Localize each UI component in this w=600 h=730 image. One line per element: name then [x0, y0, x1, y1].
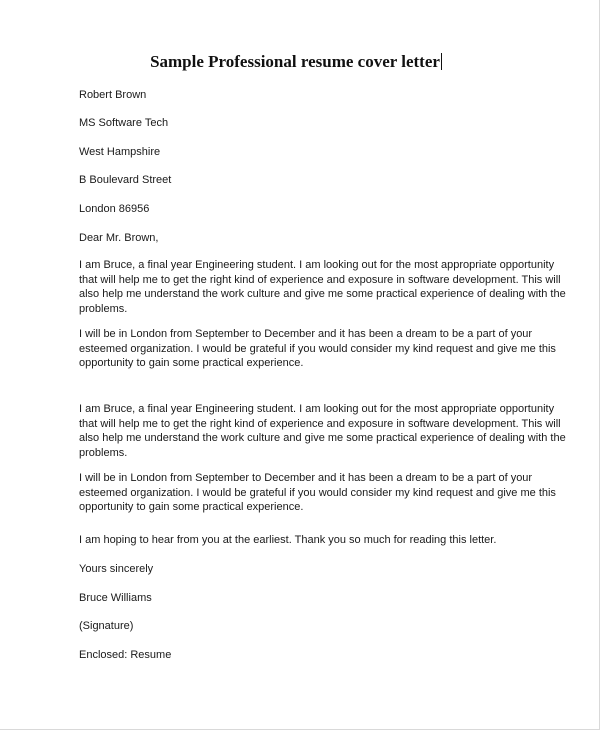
paragraph-line: esteemed organization. I would be grateful if you would consider my kind request and give me this	[79, 342, 556, 355]
paragraph-1	[79, 258, 566, 316]
paragraph-line: also help me understand the work culture and give me some practical experience of dealing with the	[79, 288, 566, 301]
closing-signature: (Signature)	[79, 620, 134, 632]
paragraph-line: also help me understand the work culture and give me some practical experience of dealing with the	[79, 432, 566, 445]
closing-enclosed: Enclosed: Resume	[79, 649, 172, 661]
sender-company: MS Software Tech	[79, 117, 169, 129]
paragraph-3	[79, 402, 566, 460]
paragraph-line: opportunity to gain some practical experience.	[79, 501, 304, 514]
closing-signer: Bruce Williams	[79, 592, 152, 604]
sender-name: Robert Brown	[79, 89, 147, 101]
document-title	[0, 52, 592, 72]
closing-signoff: Yours sincerely	[79, 563, 154, 575]
closing-hope: I am hoping to hear from you at the earliest. Thank you so much for reading this letter.	[79, 534, 497, 546]
paragraph-line: I will be in London from September to December and it has been a dream to be a part of your	[79, 328, 533, 340]
paragraph-line: I will be in London from September to December and it has been a dream to be a part of your	[79, 472, 533, 484]
sender-city: London 86956	[79, 203, 150, 215]
salutation: Dear Mr. Brown,	[79, 232, 159, 244]
paragraph-line: esteemed organization. I would be grateful if you would consider my kind request and give me this	[79, 486, 556, 499]
paragraph-line: problems.	[79, 446, 128, 459]
paragraph-2	[79, 327, 556, 371]
text-cursor	[441, 53, 442, 70]
paragraph-line: that will help me to get the right kind of experience and exposure in software development. This will	[79, 273, 561, 286]
paragraph-line: I am Bruce, a final year Engineering student. I am looking out for the most appropriate opportunity	[79, 403, 555, 415]
sender-street: B Boulevard Street	[79, 174, 172, 186]
paragraph-4	[79, 471, 556, 515]
paragraph-line: that will help me to get the right kind of experience and exposure in software development. This will	[79, 417, 561, 430]
paragraph-line: opportunity to gain some practical experience.	[79, 357, 304, 370]
sender-area: West Hampshire	[79, 146, 161, 158]
document-title-text: Sample Professional resume cover letter	[150, 52, 440, 71]
paragraph-line: I am Bruce, a final year Engineering student. I am looking out for the most appropriate opportunity	[79, 259, 555, 271]
paragraph-line: problems.	[79, 302, 128, 315]
